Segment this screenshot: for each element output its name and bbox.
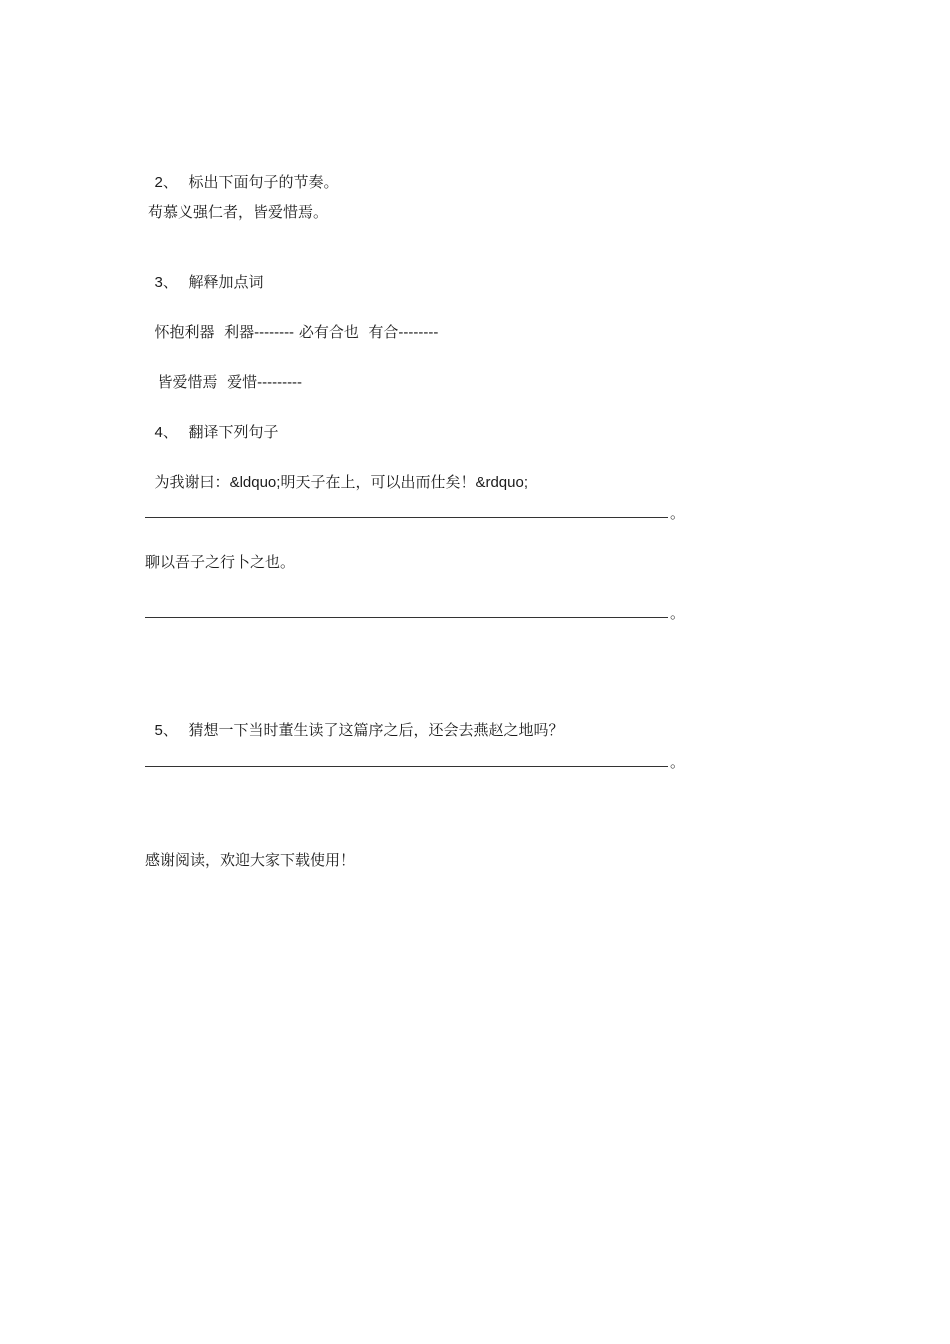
answer-period: 。 <box>670 504 686 522</box>
question-prompt: 翻译下列句子 <box>188 423 279 441</box>
question-number: 2、 <box>154 174 178 191</box>
underline <box>145 766 668 767</box>
answer-blank: -------- <box>398 324 439 341</box>
question-prompt: 猜想一下当时董生读了这篇序之后，还会去燕赵之地吗？ <box>188 721 564 739</box>
answer-line-1 <box>145 503 685 523</box>
answer-line-3 <box>145 752 685 772</box>
question-5-heading <box>145 700 564 739</box>
question-prompt: 标出下面句子的节奏。 <box>188 173 339 191</box>
html-entity-text: &rdquo; <box>475 474 528 491</box>
thanks-message: 感谢阅读，欢迎大家下载使用！ <box>145 851 356 869</box>
term-text: 皆爱惜焉 爱惜 <box>157 373 258 391</box>
answer-line-2 <box>145 603 685 623</box>
term-text: 怀抱利器 利器 <box>154 323 255 341</box>
question-3-heading <box>145 252 264 291</box>
sentence-text: 明天子在上，可以出而仕矣！ <box>280 473 476 491</box>
answer-blank: --------- <box>257 374 303 391</box>
question-3-row-1 <box>145 302 439 341</box>
question-prompt: 解释加点词 <box>188 273 264 291</box>
underline <box>145 517 668 518</box>
question-2-heading <box>145 152 339 191</box>
question-number: 4、 <box>154 424 178 441</box>
answer-blank: -------- <box>254 324 295 341</box>
answer-period: 。 <box>670 753 686 771</box>
question-2-sentence: 苟慕义强仁者，皆爱惜焉。 <box>148 203 329 221</box>
question-number: 5、 <box>154 722 178 739</box>
answer-period: 。 <box>670 604 686 622</box>
question-number: 3、 <box>154 274 178 291</box>
html-entity-text: &ldquo; <box>229 474 281 491</box>
question-4-sentence-1 <box>145 452 528 491</box>
question-4-sentence-2: 聊以吾子之行卜之也。 <box>145 553 296 571</box>
question-3-row-2 <box>148 352 303 391</box>
sentence-text: 为我谢曰： <box>154 473 230 491</box>
question-4-heading <box>145 402 279 441</box>
underline <box>145 617 668 618</box>
term-text: 必有合也 有合 <box>294 323 399 341</box>
